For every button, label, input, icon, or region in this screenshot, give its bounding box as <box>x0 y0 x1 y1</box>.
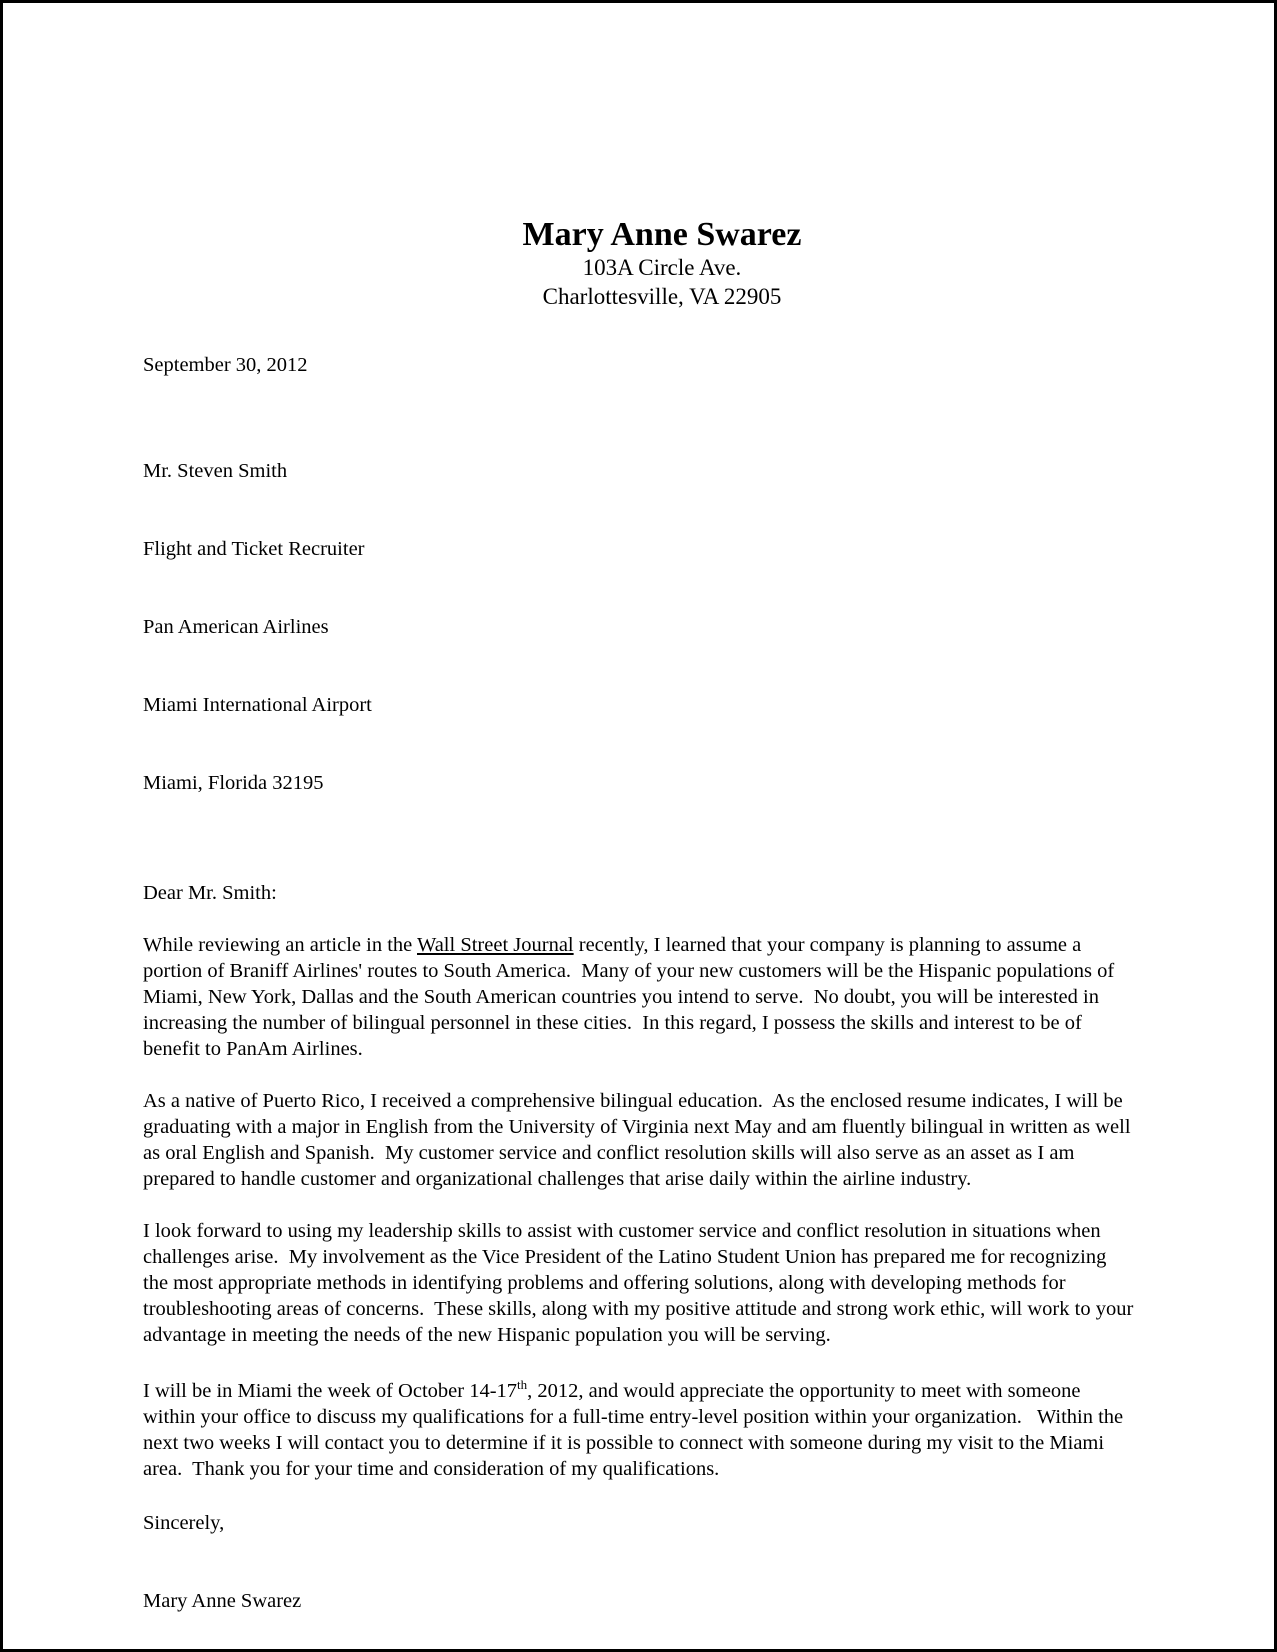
letterhead-address-line1: 103A Circle Ave. <box>582 255 742 280</box>
recipient-company: Pan American Airlines <box>143 616 329 638</box>
letterhead-name: Mary Anne Swarez <box>522 216 802 253</box>
underlined-publication-name: Wall Street Journal <box>417 934 574 956</box>
salutation: Dear Mr. Smith: <box>143 882 277 904</box>
body-paragraph-3: I look forward to using my leadership skills to assist with customer service and conflict resolution in situations when challenges arise. My involvement as the Vice President of the Latino Student Union has prepared me for recognizing the most appropriate methods in identifying problems and offering solutions, along with developing methods for troubleshooting areas of concerns. These skills, along with my positive attitude and strong work ethic, will work to your advantage in meeting the needs of the new Hispanic population you will be serving. <box>143 1220 1139 1346</box>
signature-name: Mary Anne Swarez <box>143 1590 302 1612</box>
letter-date: September 30, 2012 <box>143 354 308 376</box>
recipient-title: Flight and Ticket Recruiter <box>143 538 365 560</box>
letterhead <box>189 217 1135 311</box>
recipient-address-block <box>143 406 1135 848</box>
body-paragraph-2: As a native of Puerto Rico, I received a comprehensive bilingual education. As the enclosed resume indicates, I will be graduating with a major in English from the University of Virginia next May and am fluently bilingual in written as well as oral English and Spanish. My customer service and conflict resolution skills will also serve as an asset as I am prepared to handle customer and organizational challenges that arise daily within the airline industry. <box>143 1090 1136 1190</box>
closing: Sincerely, <box>143 1512 225 1534</box>
paragraph1-text-before: While reviewing an article in the <box>143 934 417 956</box>
letter-content <box>3 3 1274 1614</box>
recipient-location: Miami International Airport <box>143 694 372 716</box>
paragraph1-text-after: recently, I learned that your company is planning to assume a portion of Braniff Airlines' routes to South America. Many of your new customers will be the Hispanic populations of Miami, New York, Dallas and the South American countries you intend to serve. No doubt, you will be interested in increasing the number of bilingual personnel in these cities. In this regard, I possess the skills and interest to be of benefit to PanAm Airlines. <box>143 934 1120 1060</box>
letterhead-address-line2: Charlottesville, VA 22905 <box>542 284 782 309</box>
paragraph4-text-after: , 2012, and would appreciate the opportunity to meet with someone within your office to discuss my qualifications for a full-time entry-level position within your organization. Within the next two weeks I will contact you to determine if it is possible to connect with someone during my visit to the Miami area. Thank you for your time and consideration of my qualifications. <box>143 1380 1129 1480</box>
ordinal-superscript: th <box>517 1377 528 1393</box>
recipient-name: Mr. Steven Smith <box>143 460 288 482</box>
body-paragraph-1 <box>143 932 1135 1062</box>
recipient-city-state-zip: Miami, Florida 32195 <box>143 772 324 794</box>
body-paragraph-4 <box>143 1378 1135 1482</box>
paragraph4-text-before: I will be in Miami the week of October 14-17 <box>143 1380 518 1402</box>
